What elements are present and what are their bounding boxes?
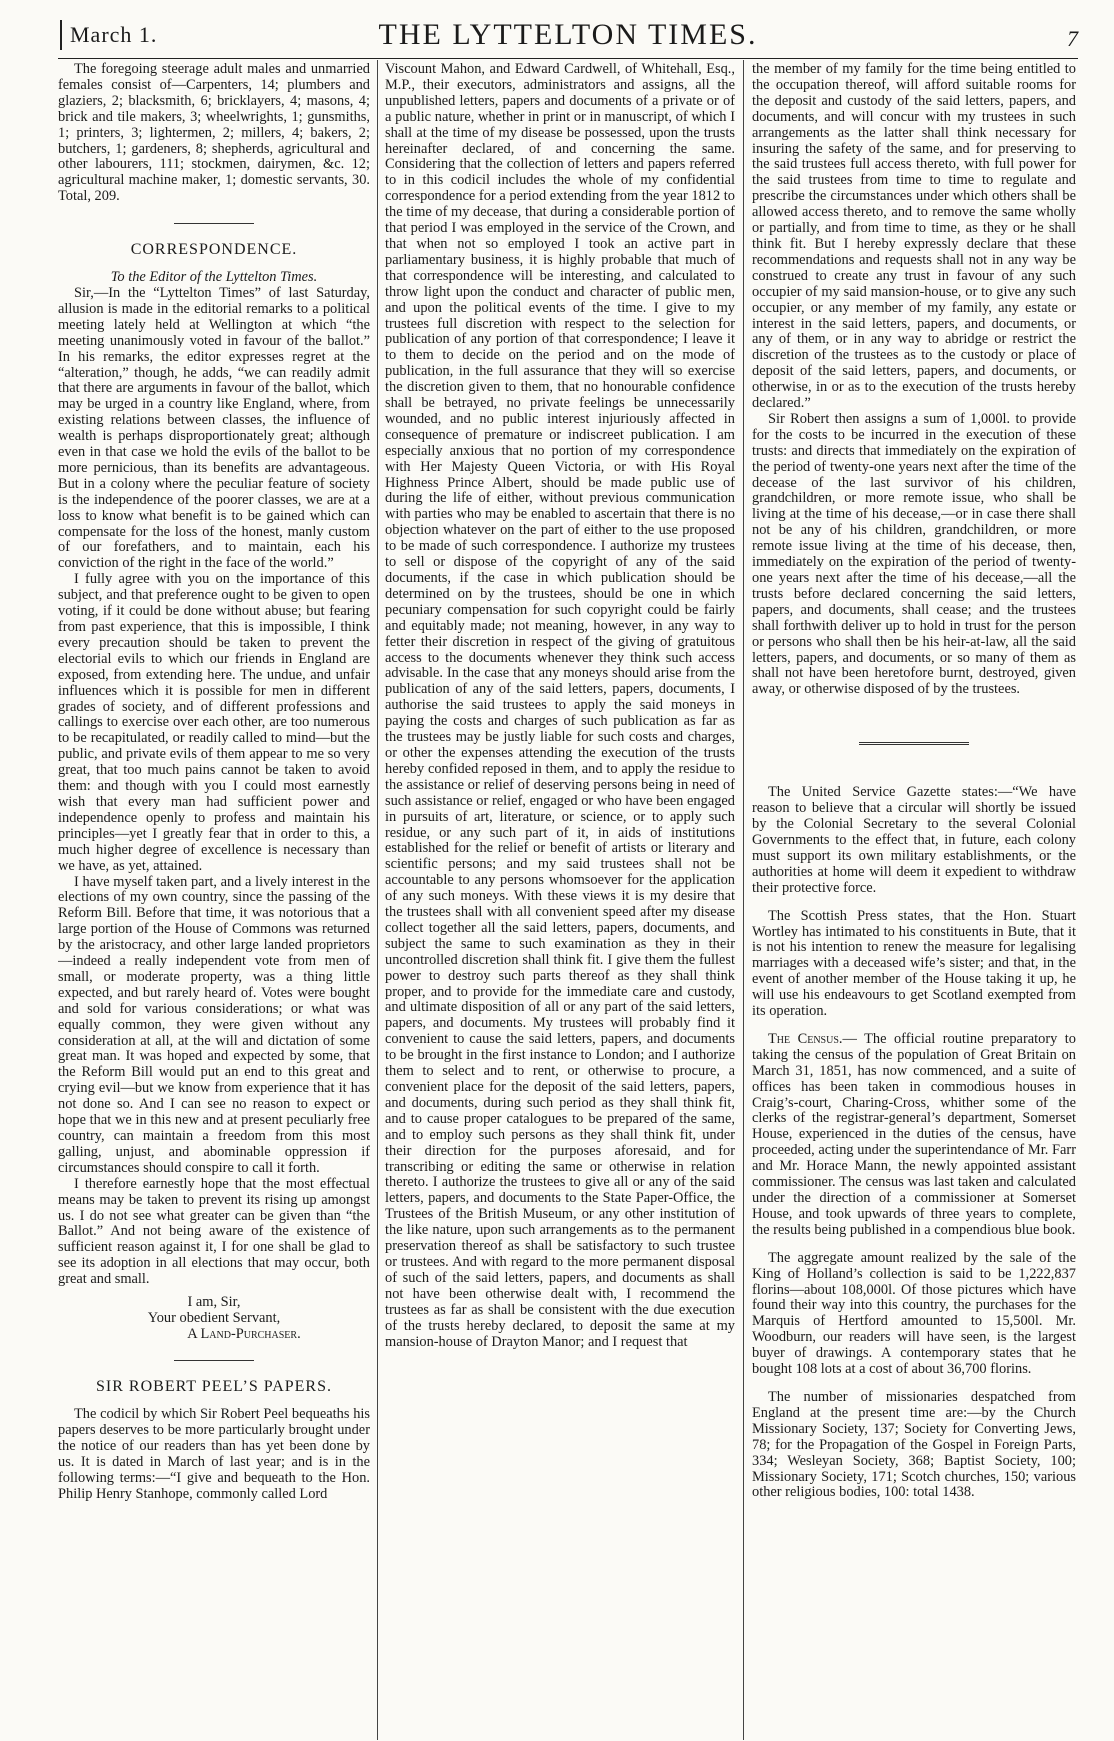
letter-paragraph: I have myself taken part, and a lively interest in the elections of my own country, since the passing of the Reform Bill. Before that time, it was notorious that a large portion of the House of Commons was returned by the aristocracy, and other large landed proprietors—indeed a really independent vote from men of small, or moderate property, was a thing little expected, and but rarely heard of. Votes were bought and sold for various considerations; or what was equally common, they were given without any consideration at all, at the will and dictation of some great man. It was hoped and expected by some, that the Reform Bill would put an end to this great and crying evil—but we know from experience that it has not done so. And I can see no reason to expect or hope that we in this new and at present peculiarly free country, can maintain a freedom from this most galling, unjust, and abominable oppression if circumstances should conspire to call it forth. (58, 873, 370, 1176)
column-2 (385, 62, 735, 1734)
section-divider (174, 1360, 254, 1361)
issue-date: March 1. (70, 22, 158, 47)
letter-paragraph: I fully agree with you on the importance of this subject, and that preference ought to be given to open voting, if it could be done without abuse; but fearing from past experience, that this is impossible, I think every precaution should be taken to prevent the electorial evils to which our friends in England are exposed, from extending here. The undue, and unfair influences which it is possible for men in different grades of society, and of different professions and callings to exercise over each other, are too numerous to be recapitulated, or readily called to mind—but the public, and private evils of them appear to me so very great, that too much pains cannot be taken to avoid them: and though with you I could most earnestly wish that every man had sufficient power and independence openly to profess and maintain his principles—yet I greatly fear that in order to this, a much higher degree of excellence is necessary than we have, as yet, attained. (58, 571, 370, 874)
news-item: The United Service Gazette states:—“We have reason to believe that a circular will shortly be issued by the Colonial Secretary to the several Colonial Governments to the effect that, in future, each colony must support its own military establishments, or the authorities at home will deem it expedient to withdraw their protective force. (752, 784, 1076, 896)
letter-paragraph: I therefore earnestly hope that the most effectual means may be taken to prevent its rising up amongst us. I do not see what greater can be given than “the Ballot.” And not being aware of the existence of sufficient reason against it, I for one shall be glad to see its adoption in all elections that may occur, both great and small. (58, 1175, 370, 1288)
letter-signoff: I am, Sir, Your obedient Servant, A Land-Purchaser. (147, 1294, 301, 1343)
column-3 (752, 62, 1076, 1734)
article-paragraph: the member of my family for the time being entitled to the occupation thereof, will afford suitable rooms for the deposit and custody of the said letters, papers, and documents, and will concur with my trustees in such arrangements as the latter shall think necessary for insuring the safety of the same, and for preserving to the said trustees full access thereto, with full power for the said trustees from time to time to regulate and prescribe the circumstances under which others shall be allowed access thereto, and to remove the same wholly or partially, and from time to time, as they or he shall think fit. But I hereby expressly declare that these recommendations and requests shall not in any way be construed to create any trust in favour of any such occupier of my said mansion-house, or to give any such occupier, or any member of my family, any estate or interest in the said letters, papers, and documents, or any of them, or in any way to abridge or restrict the discretion of the trustees as to the custody or place of deposit of the said letters, papers, and documents, or otherwise, in or as to the execution of the trusts hereby declared.” (752, 62, 1076, 412)
letter-salutation: To the Editor of the Lyttelton Times. (110, 269, 318, 286)
section-divider (859, 742, 969, 745)
article-paragraph: Sir Robert then assigns a sum of 1,000l. to provide for the costs to be incurred in the execution of these trusts: and directs that immediately on the expiration of the period of twenty-one years next after the time of the decease of the last survivor of his children, grandchildren, or more remote issue, who shall be living at the time of his decease,—or in case there shall not be any of his children, grandchildren, or more remote issue living at the time of his decease, then, immediately on the expiration of the period of twenty-one years next after the time of his decease,—all the trusts before declared concerning the said letters, papers, and documents, shall cease; and the trustees shall forthwith deliver up to hold in trust for the person or persons who shall then be his heir-at-law, all the said letters, papers, and documents, or so many of them as shall not have been heretofore burnt, destroyed, given away, or otherwise disposed of by the trustees. (752, 410, 1076, 698)
page-header (58, 14, 1078, 54)
column-divider (743, 60, 744, 1740)
newspaper-title: THE LYTTELTON TIMES. (378, 18, 758, 51)
article-paragraph: The codicil by which Sir Robert Peel bequeaths his papers deserves to be more particularly brought under the notice of our readers than has yet been done by us. It is dated in March of last year; and is in the following terms:—“I give and bequeath to the Hon. Philip Henry Stanhope, commonly called Lord (58, 1405, 370, 1502)
news-item: The Census.— The official routine preparatory to taking the census of the population of Great Britain on March 31, 1851, has now commenced, and a suite of offices has been taken in commodious houses in Craig’s-court, Charing-Cross, whither some of the clerks of the registrar-general’s department, Somerset House, experienced in the duties of the census, have proceeded, acting under the superintendance of Mr. Farr and Mr. Horace Mann, the newly appointed assistant commissioner. The census was last taken and calculated under the direction of a commissioner at Somerset House, and took upwards of three years to complete, the results being published in a compendious blue book. (752, 1030, 1076, 1238)
peel-papers-heading: SIR ROBERT PEEL’S PAPERS. (96, 1378, 332, 1396)
column-divider (377, 60, 378, 1740)
letter-paragraph: Sir,—In the “Lyttelton Times” of last Saturday, allusion is made in the editorial remarks to a political meeting lately held at Wellington at which “the meeting unanimously voted in favour of the ballot.” In his remarks, the editor expresses regret at the “alteration,” though, he adds, “we can readily admit that there are arguments in favour of the ballot, which may be urged in a country like England, where, from existing relations between classes, the influence of wealth is perhaps disproportionately great; although even in that case we hold the evils of the ballot to be more pernicious, than its benefits are advantageous. But in a colony where the peculiar feature of society is the independence of the poorer classes, we are at a loss to know what benefit is to be gained which can compensate for the loss of the honest, manly custom of our forefathers, and to maintain, each his conviction of the right in the face of the world.” (58, 284, 370, 572)
emigrant-list-paragraph: The foregoing steerage adult males and unmarried females consist of—Carpenters, 14; plumbers and glaziers, 2; blacksmith, 6; bricklayers, 4; masons, 4; brick and tile makers, 3; wheelwrights, 1; gunsmiths, 1; printers, 3; lightermen, 2; millers, 4; bakers, 2; butchers, 1; gardeners, 8; shepherds, agricultural and other labourers, 111; stockmen, dairymen, &c. 12; agricultural machine maker, 1; domestic servants, 30. Total, 209. (58, 62, 370, 205)
page-number: 7 (1067, 26, 1078, 51)
news-item: The Scottish Press states, that the Hon. Stuart Wortley has intimated to his constituents in Bute, that it is not his intention to renew the measure for legalising marriages with a deceased wife’s sister; and that, in the event of another member of the House taking it up, he will use his endeavours to get Scotland exempted from its operation. (752, 907, 1076, 1020)
column-1 (58, 62, 370, 1734)
section-divider (174, 223, 254, 224)
correspondence-heading: CORRESPONDENCE. (130, 241, 298, 259)
census-lead: The Census. (768, 1030, 843, 1047)
article-paragraph: Viscount Mahon, and Edward Cardwell, of Whitehall, Esq., M.P., their executors, administrators and assigns, all the unpublished letters, papers and documents of a private or of a public nature, whether in print or in manuscript, of which I shall at the time of my disease be possessed, upon the trusts hereinafter declared, of and concerning the same. Considering that the collection of letters and papers referred to in this codicil includes the whole of my confidential correspondence for a period extending from the year 1812 to the time of my decease, that during a considerable portion of that period I was employed in the service of the Crown, and that when not so employed I took an active part in parliamentary business, it is highly probable that much of that correspondence will be interesting, and calculated to throw light upon the conduct and character of public men, and upon the political events of the time. I give to my trustees full discretion with respect to the selection for publication of any portion of that correspondence; I leave it to them to decide on the period and on the mode of publication, in the full assurance that they will so exercise the discretion given to them, that no honourable confidence shall be betrayed, no private feelings be unnecessarily wounded, and no public interest injuriously affected in consequence of premature or indiscreet publication. I am especially anxious that no portion of my correspondence with Her Majesty Queen Victoria, or with His Royal Highness Prince Albert, should be made public use of during the life of either, without previous communication with parties who may be enabled to ascertain that there is no objection whatever on the part of either to the use proposed to be made of such correspondence. I authorize my trustees to sell or dispose of the copyright of any of the said documents, if the case in which publication should be determined on by the trustees, should be one in which pecuniary compensation for such copyright could be fairly and equitably made; not meaning, however, in any way to fetter their discretion in respect of the giving of gratuitous access to the documents whenever they think such access advisable. In the case that any moneys should arise from the publication of any of the said letters, papers, documents, I authorise the said trustees to apply the said moneys in paying the costs and charges of such publication as far as the trustees may be justly liable for such costs and charges, or other the expenses attending the execution of the trusts hereby confided reposed in them, and to apply the residue to the assistance or relief of deserving persons being in need of such assistance or relief, engaged or who have been engaged in pursuits of art, literature, or science, or to apply such residue, or any such part of it, in aids of institutions established for the relief or benefit of artists or literary and scientific persons; and my said trustees shall not be accountable to any persons whomsoever for the application of any such moneys. With these views it is my desire that the trustees shall with all convenient speed after my disease collect together all the said letters, papers, documents, and subject the same to such examination as they in their uncontrolled discretion shall think fit. I give them the fullest power to destroy such parts thereof as they shall think proper, and to provide for the immediate care and custody, and ultimate disposition of all or any part of the said letters, papers, and documents. My trustees will probably find it convenient to cause the said letters, papers, and documents to be brought in the first instance to London; and I authorize them to select and to rent, or otherwise to procure, a convenient place for the deposit of the said letters, papers, and documents, during such period as they shall think fit, and to cause proper catalogues to be prepared of the same, and to employ such persons as they shall think fit, under their direction for the purposes aforesaid, and for transcribing or editing the same or otherwise in relation thereto. I authorize the trustees to give all or any of the said letters, papers, and documents to the State Paper-Office, the Trustees of the British Museum, or any other institution of the like nature, upon such arrangements as to the permanent preservation thereof as shall be satisfactory to such trustee or trustees. And with regard to the more permanent disposal of such of the said letters, papers, and documents as shall not have been otherwise dealt with, I recommend the trustees as far as shall be consistent with the due execution of the trusts hereby declared, to deposit the same at my mansion-house of Drayton Manor; and I request that (385, 62, 735, 1350)
header-rule (58, 58, 1078, 59)
news-item: The number of missionaries despatched from England at the present time are:—by the Church Missionary Society, 137; Society for Converting Jews, 78; for the Propagation of the Gospel in Foreign Parts, 334; Wesleyan Society, 368; Baptist Society, 100; Missionary Society, 171; Scotch churches, 150; various other religious bodies, 100: total 1438. (752, 1388, 1076, 1501)
news-item: The aggregate amount realized by the sale of the King of Holland’s collection is said to be 1,222,837 florins—about 108,000l. Of those pictures which have found their way into this country, the purchases for the Marquis of Hertford amounted to 15,500l. Mr. Woodburn, our readers will have seen, is the largest buyer of drawings. A contemporary states that he bought 108 lots at a cost of about 36,700 florins. (752, 1249, 1076, 1378)
